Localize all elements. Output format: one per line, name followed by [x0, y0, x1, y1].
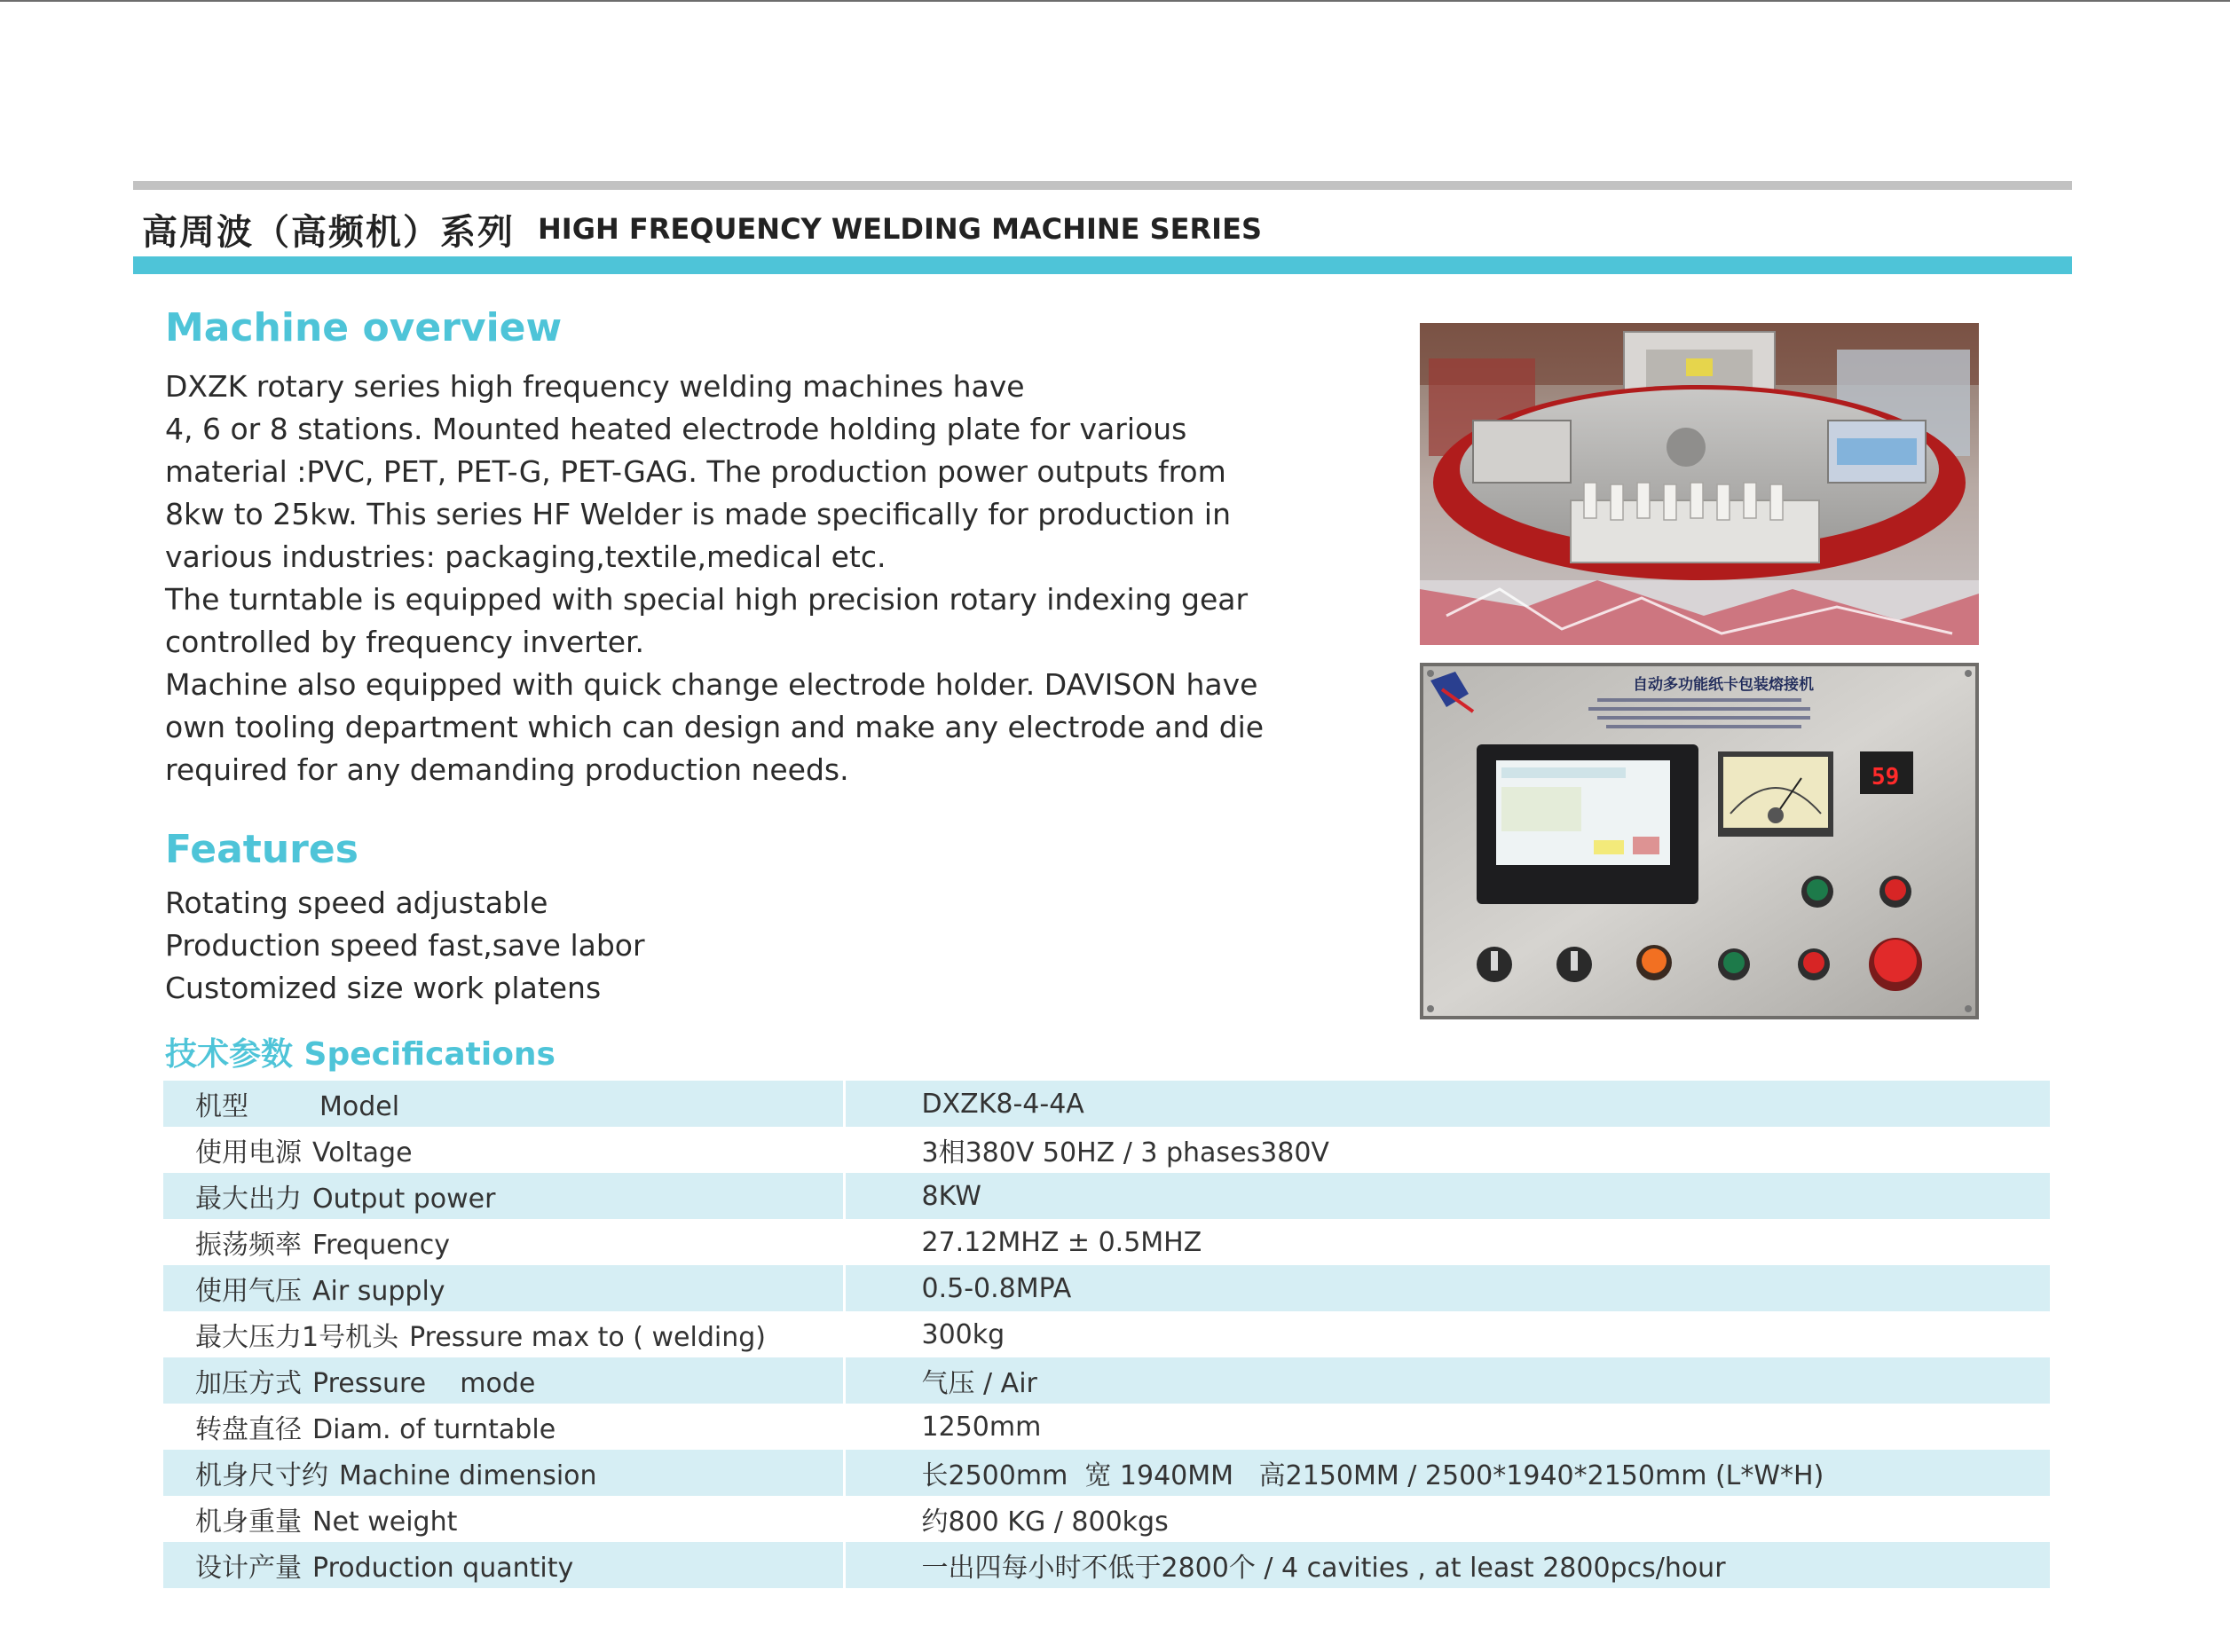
table-row: [163, 1219, 2050, 1265]
table-row: [163, 1081, 2050, 1127]
spec-label-en: Pressure mode: [312, 1368, 536, 1399]
spec-label-en: Production quantity: [312, 1553, 574, 1584]
spec-label-cn: 转盘直径: [195, 1414, 302, 1445]
header-title-cn: 高周波（高频机）系列: [142, 211, 515, 253]
spec-value: 1250mm: [921, 1411, 1042, 1443]
spec-label-en: Frequency: [312, 1230, 450, 1261]
spec-label-en: Pressure max to ( welding): [409, 1322, 766, 1353]
spec-value: 气压 / Air: [844, 1357, 2050, 1404]
spec-value: 27.12MHZ ± 0.5MHZ: [921, 1226, 1202, 1258]
spec-label-cn: 机身尺寸约: [195, 1460, 328, 1491]
spec-label: [163, 1127, 844, 1173]
spec-label: [163, 1219, 844, 1265]
page-header: [142, 202, 1262, 256]
overview-line: required for any demanding production needs.: [165, 752, 849, 787]
panel-title-text: 自动多功能纸卡包装熔接机: [1633, 676, 1814, 694]
overview-line: controlled by frequency inverter.: [165, 625, 645, 659]
feature-item: Customized size work platens: [165, 971, 602, 1005]
overview-line: own tooling department which can design and make any electrode and die: [165, 710, 1265, 744]
overview-line: The turntable is equipped with special high precision rotary indexing gear: [165, 582, 1249, 617]
spec-label-cn: 最大压力1号机头: [195, 1322, 399, 1353]
spec-label-cn: 设计产量: [195, 1553, 302, 1584]
header-top-rule: [133, 181, 2072, 190]
spec-label-cn: 使用气压: [195, 1276, 302, 1307]
header-accent-bar: [133, 256, 2072, 274]
spec-label-en: Output power: [312, 1184, 496, 1215]
control-panel-photo: [1420, 663, 1979, 1019]
spec-value: 8KW: [844, 1173, 2050, 1219]
spec-label-en: Net weight: [312, 1506, 458, 1538]
spec-label-en: Machine dimension: [339, 1460, 597, 1491]
overview-heading: Machine overview: [165, 305, 563, 350]
spec-label: [163, 1404, 844, 1450]
spec-value: 长2500mm 宽 1940MM 高2150MM / 2500*1940*2150mm (L*W*H): [844, 1450, 2050, 1496]
table-row: [163, 1127, 2050, 1173]
spec-value: 0.5-0.8MPA: [844, 1265, 2050, 1311]
overview-line: 4, 6 or 8 stations. Mounted heated electrode holding plate for various: [165, 412, 1187, 446]
table-row: [163, 1404, 2050, 1450]
overview-line: DXZK rotary series high frequency welding machines have: [165, 369, 1025, 404]
specifications-heading: 技术参数 Specifications: [165, 1036, 556, 1073]
spec-label-cn: 机型: [195, 1091, 248, 1122]
header-title-en: HIGH FREQUENCY WELDING MACHINE SERIES: [538, 212, 1262, 246]
overview-line: material :PVC, PET, PET-G, PET-GAG. The production power outputs from: [165, 454, 1226, 489]
spec-label: [163, 1357, 844, 1404]
spec-label-en: Diam. of turntable: [312, 1414, 556, 1445]
table-row: [163, 1311, 2050, 1357]
spec-label: [163, 1542, 844, 1588]
spec-value: 300kg: [921, 1318, 1005, 1350]
spec-label: [163, 1496, 844, 1542]
table-row: [163, 1542, 2050, 1588]
spec-label-cn: 加压方式: [195, 1368, 302, 1399]
specifications-table: [163, 1081, 2050, 1588]
spec-label: [163, 1311, 844, 1357]
spec-value: 3相380V 50HZ / 3 phases380V: [921, 1137, 1329, 1168]
spec-label-en: Air supply: [312, 1276, 445, 1307]
spec-label: [163, 1081, 844, 1127]
feature-item: Production speed fast,save labor: [165, 928, 645, 963]
spec-value: 一出四每小时不低于2800个 / 4 cavities , at least 2800pcs/hour: [844, 1542, 2050, 1588]
features-list: [165, 882, 645, 1010]
spec-label: [163, 1265, 844, 1311]
spec-label: [163, 1450, 844, 1496]
overview-line: 8kw to 25kw. This series HF Welder is made specifically for production in: [165, 497, 1232, 531]
temperature-readout: 59: [1871, 764, 1900, 791]
turntable-machine-photo: [1420, 323, 1979, 645]
spec-label-cn: 使用电源: [195, 1137, 302, 1168]
overview-line: Machine also equipped with quick change electrode holder. DAVISON have: [165, 667, 1258, 702]
page-top-border: [0, 0, 2230, 2]
features-heading: Features: [165, 827, 359, 872]
overview-line: various industries: packaging,textile,medical etc.: [165, 539, 886, 574]
spec-value: DXZK8-4-4A: [844, 1081, 2050, 1127]
spec-label-cn: 振荡频率: [195, 1230, 302, 1261]
feature-item: Rotating speed adjustable: [165, 885, 548, 920]
table-row: [163, 1496, 2050, 1542]
table-row: [163, 1357, 2050, 1404]
spec-label-cn: 机身重量: [195, 1506, 302, 1538]
spec-label-en: Voltage: [312, 1137, 413, 1168]
spec-label-en: Model: [319, 1091, 400, 1122]
spec-value: 约800 KG / 800kgs: [921, 1506, 1169, 1538]
spec-label: [163, 1173, 844, 1219]
overview-paragraph: [165, 366, 1264, 791]
table-row: [163, 1173, 2050, 1219]
table-row: [163, 1265, 2050, 1311]
spec-label-cn: 最大出力: [195, 1184, 302, 1215]
table-row: [163, 1450, 2050, 1496]
